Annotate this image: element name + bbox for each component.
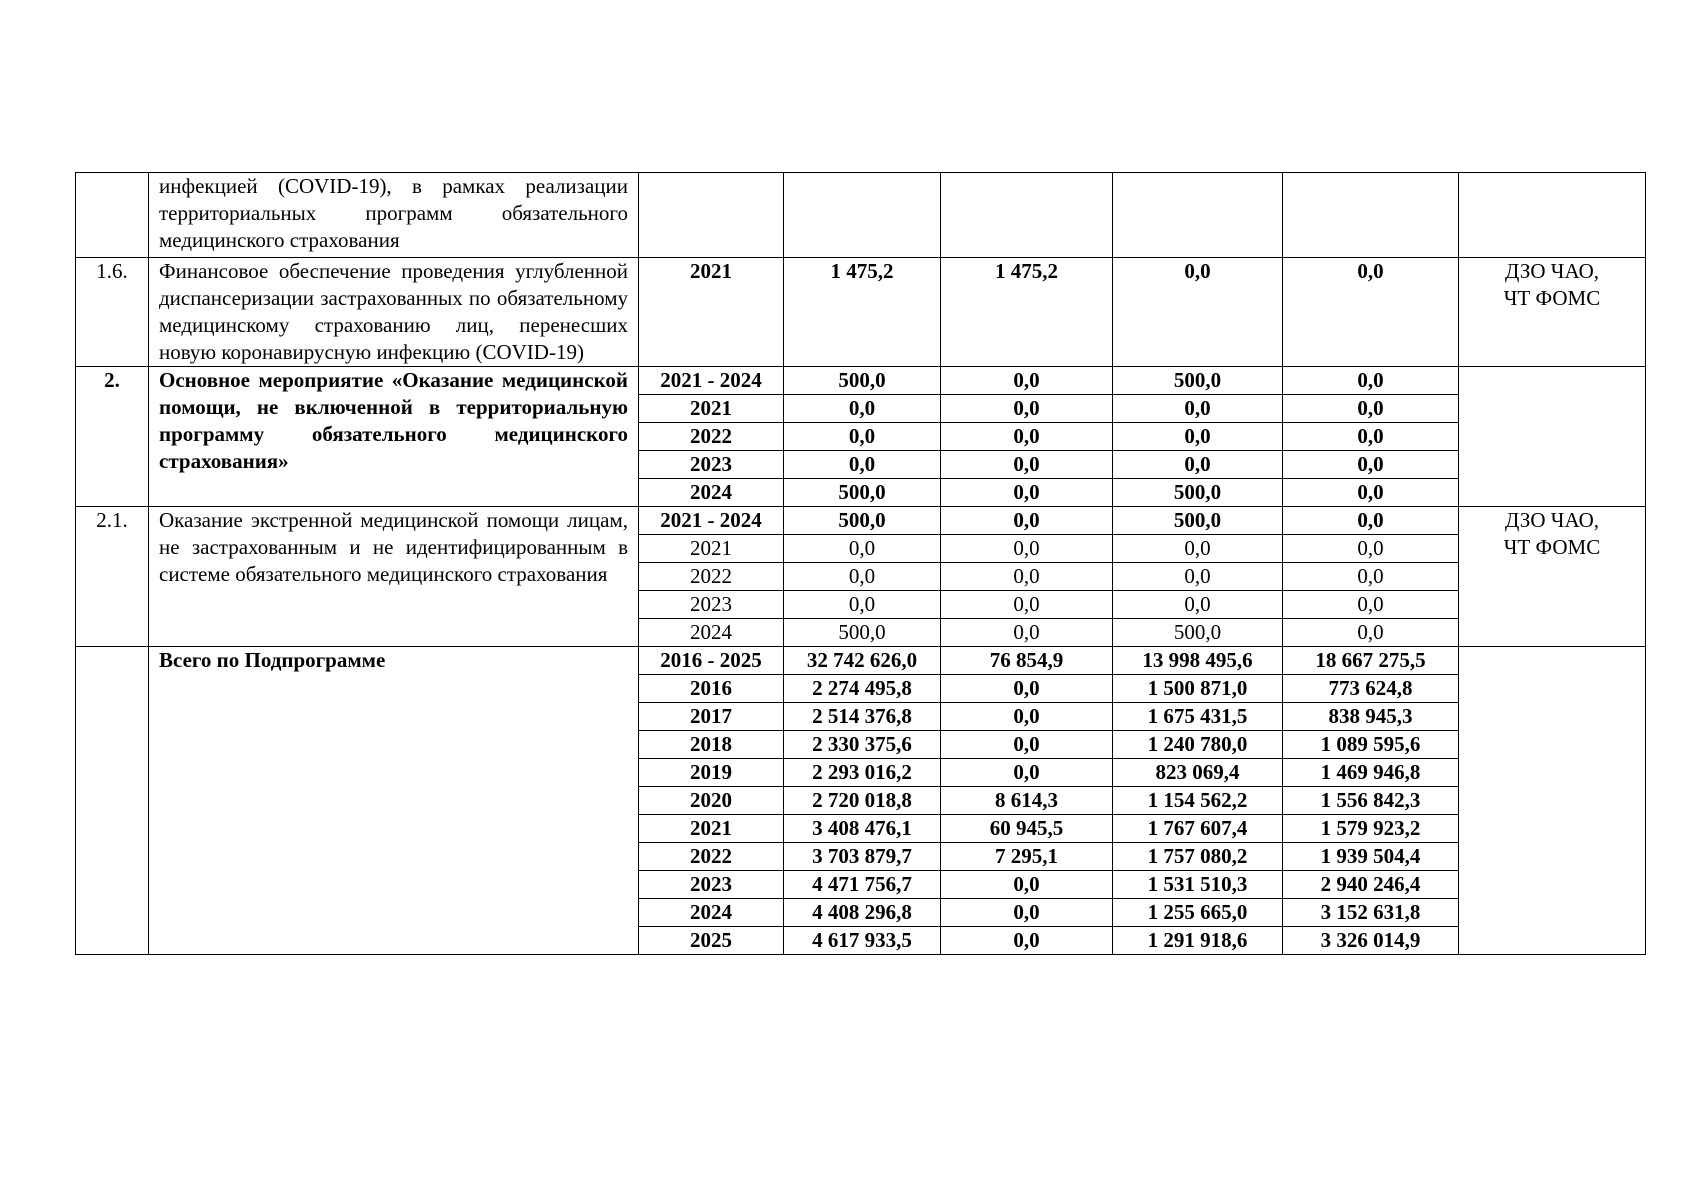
value-cell: 0,0 bbox=[941, 927, 1113, 955]
value-cell: 0,0 bbox=[941, 871, 1113, 899]
value-cell: 1 475,2 bbox=[784, 258, 941, 367]
year-cell: 2021 - 2024 bbox=[639, 507, 784, 535]
year-cell: 2021 bbox=[639, 535, 784, 563]
year-cell: 2022 bbox=[639, 423, 784, 451]
year-cell: 2022 bbox=[639, 563, 784, 591]
value-cell: 0,0 bbox=[941, 675, 1113, 703]
value-cell: 500,0 bbox=[1113, 619, 1283, 647]
value-cell: 0,0 bbox=[941, 367, 1113, 395]
row-number-cell: 1.6. bbox=[76, 258, 149, 367]
value-cell: 0,0 bbox=[1113, 535, 1283, 563]
value-cell: 3 152 631,8 bbox=[1283, 899, 1459, 927]
value-cell: 0,0 bbox=[1283, 423, 1459, 451]
value-cell: 60 945,5 bbox=[941, 815, 1113, 843]
value-cell: 0,0 bbox=[1283, 451, 1459, 479]
responsible-line: ДЗО ЧАО, bbox=[1505, 508, 1599, 532]
year-cell: 2021 bbox=[639, 258, 784, 367]
value-cell: 0,0 bbox=[1113, 258, 1283, 367]
year-cell bbox=[639, 173, 784, 258]
value-cell: 2 514 376,8 bbox=[784, 703, 941, 731]
year-cell: 2018 bbox=[639, 731, 784, 759]
value-cell: 0,0 bbox=[941, 759, 1113, 787]
value-cell: 2 330 375,6 bbox=[784, 731, 941, 759]
year-cell: 2023 bbox=[639, 871, 784, 899]
value-cell: 0,0 bbox=[941, 619, 1113, 647]
value-cell: 838 945,3 bbox=[1283, 703, 1459, 731]
year-cell: 2016 - 2025 bbox=[639, 647, 784, 675]
responsible-cell bbox=[1459, 647, 1646, 955]
year-cell: 2021 bbox=[639, 395, 784, 423]
value-cell: 3 408 476,1 bbox=[784, 815, 941, 843]
value-cell: 1 255 665,0 bbox=[1113, 899, 1283, 927]
year-cell: 2016 bbox=[639, 675, 784, 703]
year-cell: 2017 bbox=[639, 703, 784, 731]
value-cell: 0,0 bbox=[941, 703, 1113, 731]
value-cell bbox=[784, 173, 941, 258]
year-cell: 2019 bbox=[639, 759, 784, 787]
budget-table-body bbox=[76, 173, 1646, 955]
value-cell: 1 767 607,4 bbox=[1113, 815, 1283, 843]
value-cell: 500,0 bbox=[1113, 367, 1283, 395]
value-cell: 1 475,2 bbox=[941, 258, 1113, 367]
value-cell: 8 614,3 bbox=[941, 787, 1113, 815]
value-cell: 2 293 016,2 bbox=[784, 759, 941, 787]
value-cell: 0,0 bbox=[1283, 563, 1459, 591]
year-cell: 2021 - 2024 bbox=[639, 367, 784, 395]
value-cell: 1 154 562,2 bbox=[1113, 787, 1283, 815]
value-cell: 0,0 bbox=[1113, 591, 1283, 619]
row-number-cell: 2.1. bbox=[76, 507, 149, 647]
value-cell: 4 408 296,8 bbox=[784, 899, 941, 927]
value-cell: 0,0 bbox=[784, 535, 941, 563]
year-cell: 2021 bbox=[639, 815, 784, 843]
responsible-line: ЧТ ФОМС bbox=[1503, 286, 1601, 310]
value-cell: 32 742 626,0 bbox=[784, 647, 941, 675]
budget-table bbox=[75, 172, 1646, 955]
value-cell: 0,0 bbox=[784, 395, 941, 423]
value-cell: 500,0 bbox=[1113, 507, 1283, 535]
value-cell: 1 579 923,2 bbox=[1283, 815, 1459, 843]
value-cell: 1 291 918,6 bbox=[1113, 927, 1283, 955]
year-cell: 2022 bbox=[639, 843, 784, 871]
row-description: Оказание экстренной медицинской помощи лицам, не застрахованным и не идентифицированным в системе обязательного медицинского страхования bbox=[149, 507, 639, 647]
value-cell: 0,0 bbox=[941, 507, 1113, 535]
value-cell: 0,0 bbox=[1283, 619, 1459, 647]
value-cell: 0,0 bbox=[1283, 535, 1459, 563]
value-cell: 823 069,4 bbox=[1113, 759, 1283, 787]
table-row bbox=[76, 507, 1646, 535]
value-cell: 500,0 bbox=[784, 367, 941, 395]
value-cell: 3 326 014,9 bbox=[1283, 927, 1459, 955]
row-description: Основное мероприятие «Оказание медицинской помощи, не включенной в территориальную программу обязательного медицинского страхования» bbox=[149, 367, 639, 507]
year-cell: 2024 bbox=[639, 899, 784, 927]
value-cell: 500,0 bbox=[1113, 479, 1283, 507]
value-cell: 0,0 bbox=[1283, 367, 1459, 395]
value-cell: 500,0 bbox=[784, 479, 941, 507]
value-cell: 4 617 933,5 bbox=[784, 927, 941, 955]
responsible-line: ЧТ ФОМС bbox=[1503, 535, 1601, 559]
value-cell: 3 703 879,7 bbox=[784, 843, 941, 871]
year-cell: 2020 bbox=[639, 787, 784, 815]
value-cell: 0,0 bbox=[1113, 563, 1283, 591]
value-cell: 0,0 bbox=[1283, 395, 1459, 423]
row-number-cell bbox=[76, 173, 149, 258]
value-cell: 1 675 431,5 bbox=[1113, 703, 1283, 731]
value-cell: 0,0 bbox=[1113, 451, 1283, 479]
value-cell: 1 469 946,8 bbox=[1283, 759, 1459, 787]
responsible-cell bbox=[1459, 507, 1646, 647]
row-number-cell: 2. bbox=[76, 367, 149, 507]
table-row bbox=[76, 647, 1646, 675]
value-cell: 0,0 bbox=[784, 591, 941, 619]
row-number-cell bbox=[76, 647, 149, 955]
value-cell bbox=[1283, 173, 1459, 258]
row-description: Всего по Подпрограмме bbox=[149, 647, 639, 955]
year-cell: 2023 bbox=[639, 591, 784, 619]
value-cell: 1 556 842,3 bbox=[1283, 787, 1459, 815]
value-cell bbox=[1113, 173, 1283, 258]
responsible-cell bbox=[1459, 258, 1646, 367]
value-cell: 500,0 bbox=[784, 619, 941, 647]
responsible-cell bbox=[1459, 173, 1646, 258]
value-cell: 1 240 780,0 bbox=[1113, 731, 1283, 759]
value-cell: 76 854,9 bbox=[941, 647, 1113, 675]
year-cell: 2024 bbox=[639, 479, 784, 507]
value-cell: 0,0 bbox=[941, 451, 1113, 479]
value-cell: 0,0 bbox=[941, 479, 1113, 507]
value-cell: 0,0 bbox=[784, 563, 941, 591]
value-cell: 0,0 bbox=[1283, 479, 1459, 507]
value-cell: 18 667 275,5 bbox=[1283, 647, 1459, 675]
table-row bbox=[76, 173, 1646, 258]
value-cell bbox=[941, 173, 1113, 258]
value-cell: 1 531 510,3 bbox=[1113, 871, 1283, 899]
value-cell: 0,0 bbox=[1113, 395, 1283, 423]
value-cell: 0,0 bbox=[784, 423, 941, 451]
value-cell: 500,0 bbox=[784, 507, 941, 535]
responsible-cell bbox=[1459, 367, 1646, 507]
value-cell: 2 274 495,8 bbox=[784, 675, 941, 703]
value-cell: 4 471 756,7 bbox=[784, 871, 941, 899]
table-row bbox=[76, 258, 1646, 367]
value-cell: 13 998 495,6 bbox=[1113, 647, 1283, 675]
value-cell: 0,0 bbox=[941, 899, 1113, 927]
value-cell: 0,0 bbox=[941, 423, 1113, 451]
value-cell: 0,0 bbox=[1283, 507, 1459, 535]
value-cell: 2 720 018,8 bbox=[784, 787, 941, 815]
responsible-line: ДЗО ЧАО, bbox=[1505, 259, 1599, 283]
value-cell: 0,0 bbox=[784, 451, 941, 479]
value-cell: 0,0 bbox=[941, 731, 1113, 759]
value-cell: 1 500 871,0 bbox=[1113, 675, 1283, 703]
row-description: Финансовое обеспечение проведения углубленной диспансеризации застрахованных по обязательному медицинскому страхованию лиц, перенесших новую коронавирусную инфекцию (COVID-19) bbox=[149, 258, 639, 367]
value-cell: 0,0 bbox=[941, 563, 1113, 591]
value-cell: 0,0 bbox=[941, 535, 1113, 563]
value-cell: 0,0 bbox=[1113, 423, 1283, 451]
value-cell: 1 089 595,6 bbox=[1283, 731, 1459, 759]
year-cell: 2025 bbox=[639, 927, 784, 955]
year-cell: 2023 bbox=[639, 451, 784, 479]
table-row bbox=[76, 367, 1646, 395]
value-cell: 773 624,8 bbox=[1283, 675, 1459, 703]
value-cell: 7 295,1 bbox=[941, 843, 1113, 871]
value-cell: 1 757 080,2 bbox=[1113, 843, 1283, 871]
row-description: инфекцией (COVID-19), в рамках реализации территориальных программ обязательного медицинского страхования bbox=[149, 173, 639, 258]
value-cell: 0,0 bbox=[1283, 258, 1459, 367]
value-cell: 2 940 246,4 bbox=[1283, 871, 1459, 899]
year-cell: 2024 bbox=[639, 619, 784, 647]
value-cell: 0,0 bbox=[1283, 591, 1459, 619]
value-cell: 1 939 504,4 bbox=[1283, 843, 1459, 871]
value-cell: 0,0 bbox=[941, 591, 1113, 619]
value-cell: 0,0 bbox=[941, 395, 1113, 423]
